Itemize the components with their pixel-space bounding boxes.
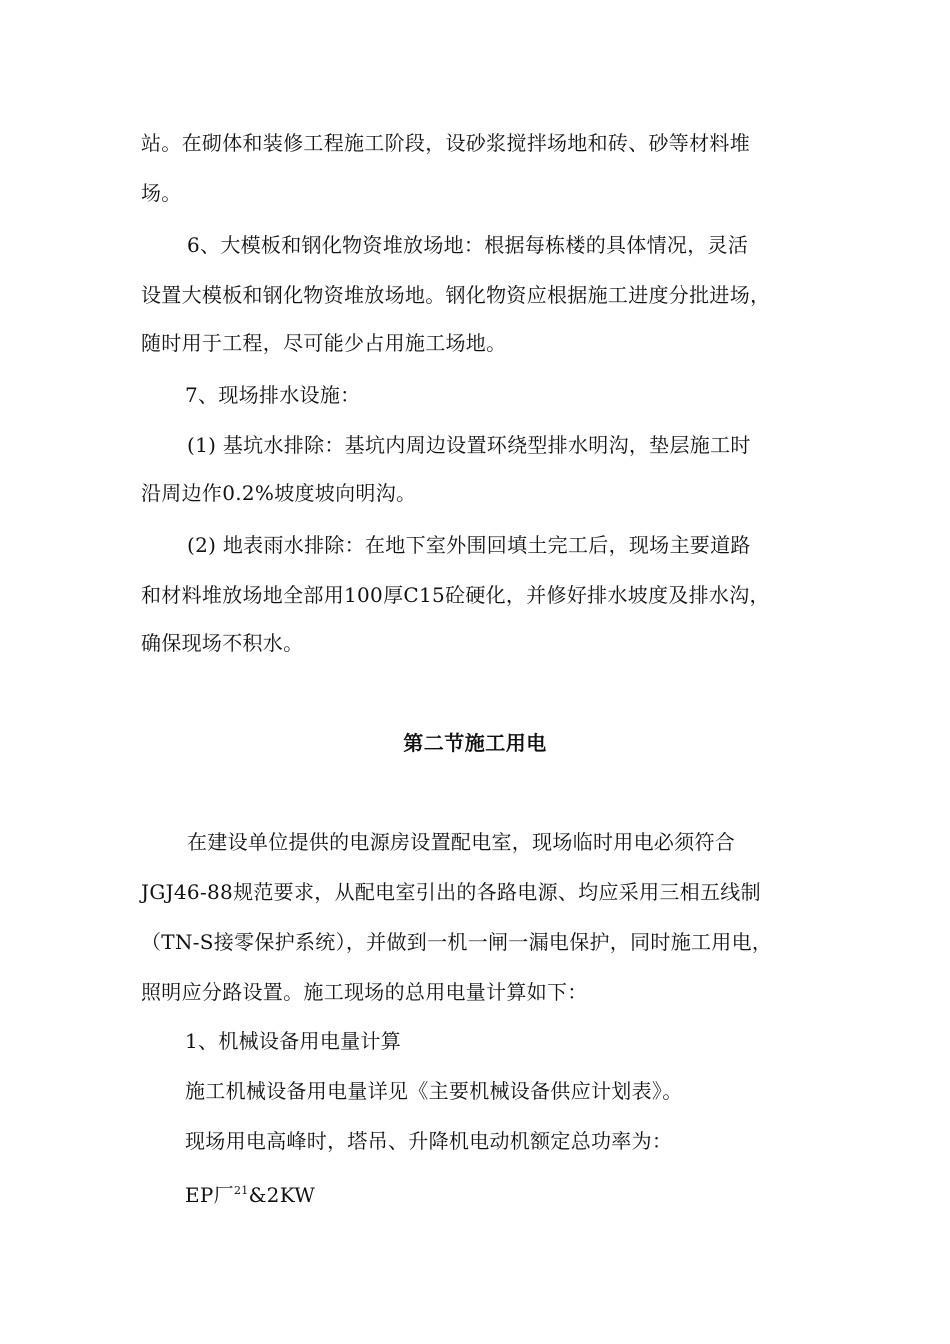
paragraph-line: 站。在砌体和装修工程施工阶段，设砂浆搅拌场地和砖、砂等材料堆: [141, 131, 750, 155]
paragraph-line: 现场用电高峰时，塔吊、升降机电动机额定总功率为：: [185, 1129, 673, 1153]
paragraph-line: 沿周边作0.2%坡度坡向明沟。: [141, 481, 417, 505]
formula-suffix: &2KW: [248, 1183, 316, 1207]
paragraph-line: JGJ46-88规范要求，从配电室引出的各路电源、均应采用三相五线制: [141, 880, 761, 904]
paragraph-line: 场。: [141, 181, 182, 205]
formula-superscript: 21: [233, 1184, 249, 1197]
section-title: 第二节施工用电: [403, 731, 547, 755]
paragraph-line: 和材料堆放场地全部用100厚C15砼硬化，并修好排水坡度及排水沟，: [141, 583, 770, 607]
paragraph-line: （TN-S接零保护系统），并做到一机一闸一漏电保护，同时施工用电，: [141, 930, 773, 954]
paragraph-line: 在建设单位提供的电源房设置配电室，现场临时用电必须符合: [187, 830, 736, 854]
paragraph-line: 7、现场排水设施：: [185, 383, 361, 407]
paragraph-line: (2) 地表雨水排除：在地下室外围回填土完工后，现场主要道路: [187, 533, 751, 557]
paragraph-line: 随时用于工程，尽可能少占用施工场地。: [141, 331, 507, 355]
paragraph-line: 照明应分路设置。施工现场的总用电量计算如下：: [141, 980, 588, 1004]
paragraph-line: 施工机械设备用电量详见《主要机械设备供应计划表》。: [185, 1079, 683, 1103]
paragraph-line: 1、机械设备用电量计算: [185, 1029, 402, 1053]
paragraph-line: (1) 基坑水排除：基坑内周边设置环绕型排水明沟，垫层施工时: [187, 433, 751, 457]
paragraph-line: 确保现场不积水。: [141, 631, 304, 655]
paragraph-line: 6、大模板和钢化物资堆放场地：根据每栋楼的具体情况，灵活: [187, 233, 749, 257]
paragraph-line: 设置大模板和钢化物资堆放场地。钢化物资应根据施工进度分批进场，: [141, 283, 771, 307]
formula-prefix: EP厂: [185, 1183, 234, 1207]
power-formula: [185, 1179, 315, 1207]
